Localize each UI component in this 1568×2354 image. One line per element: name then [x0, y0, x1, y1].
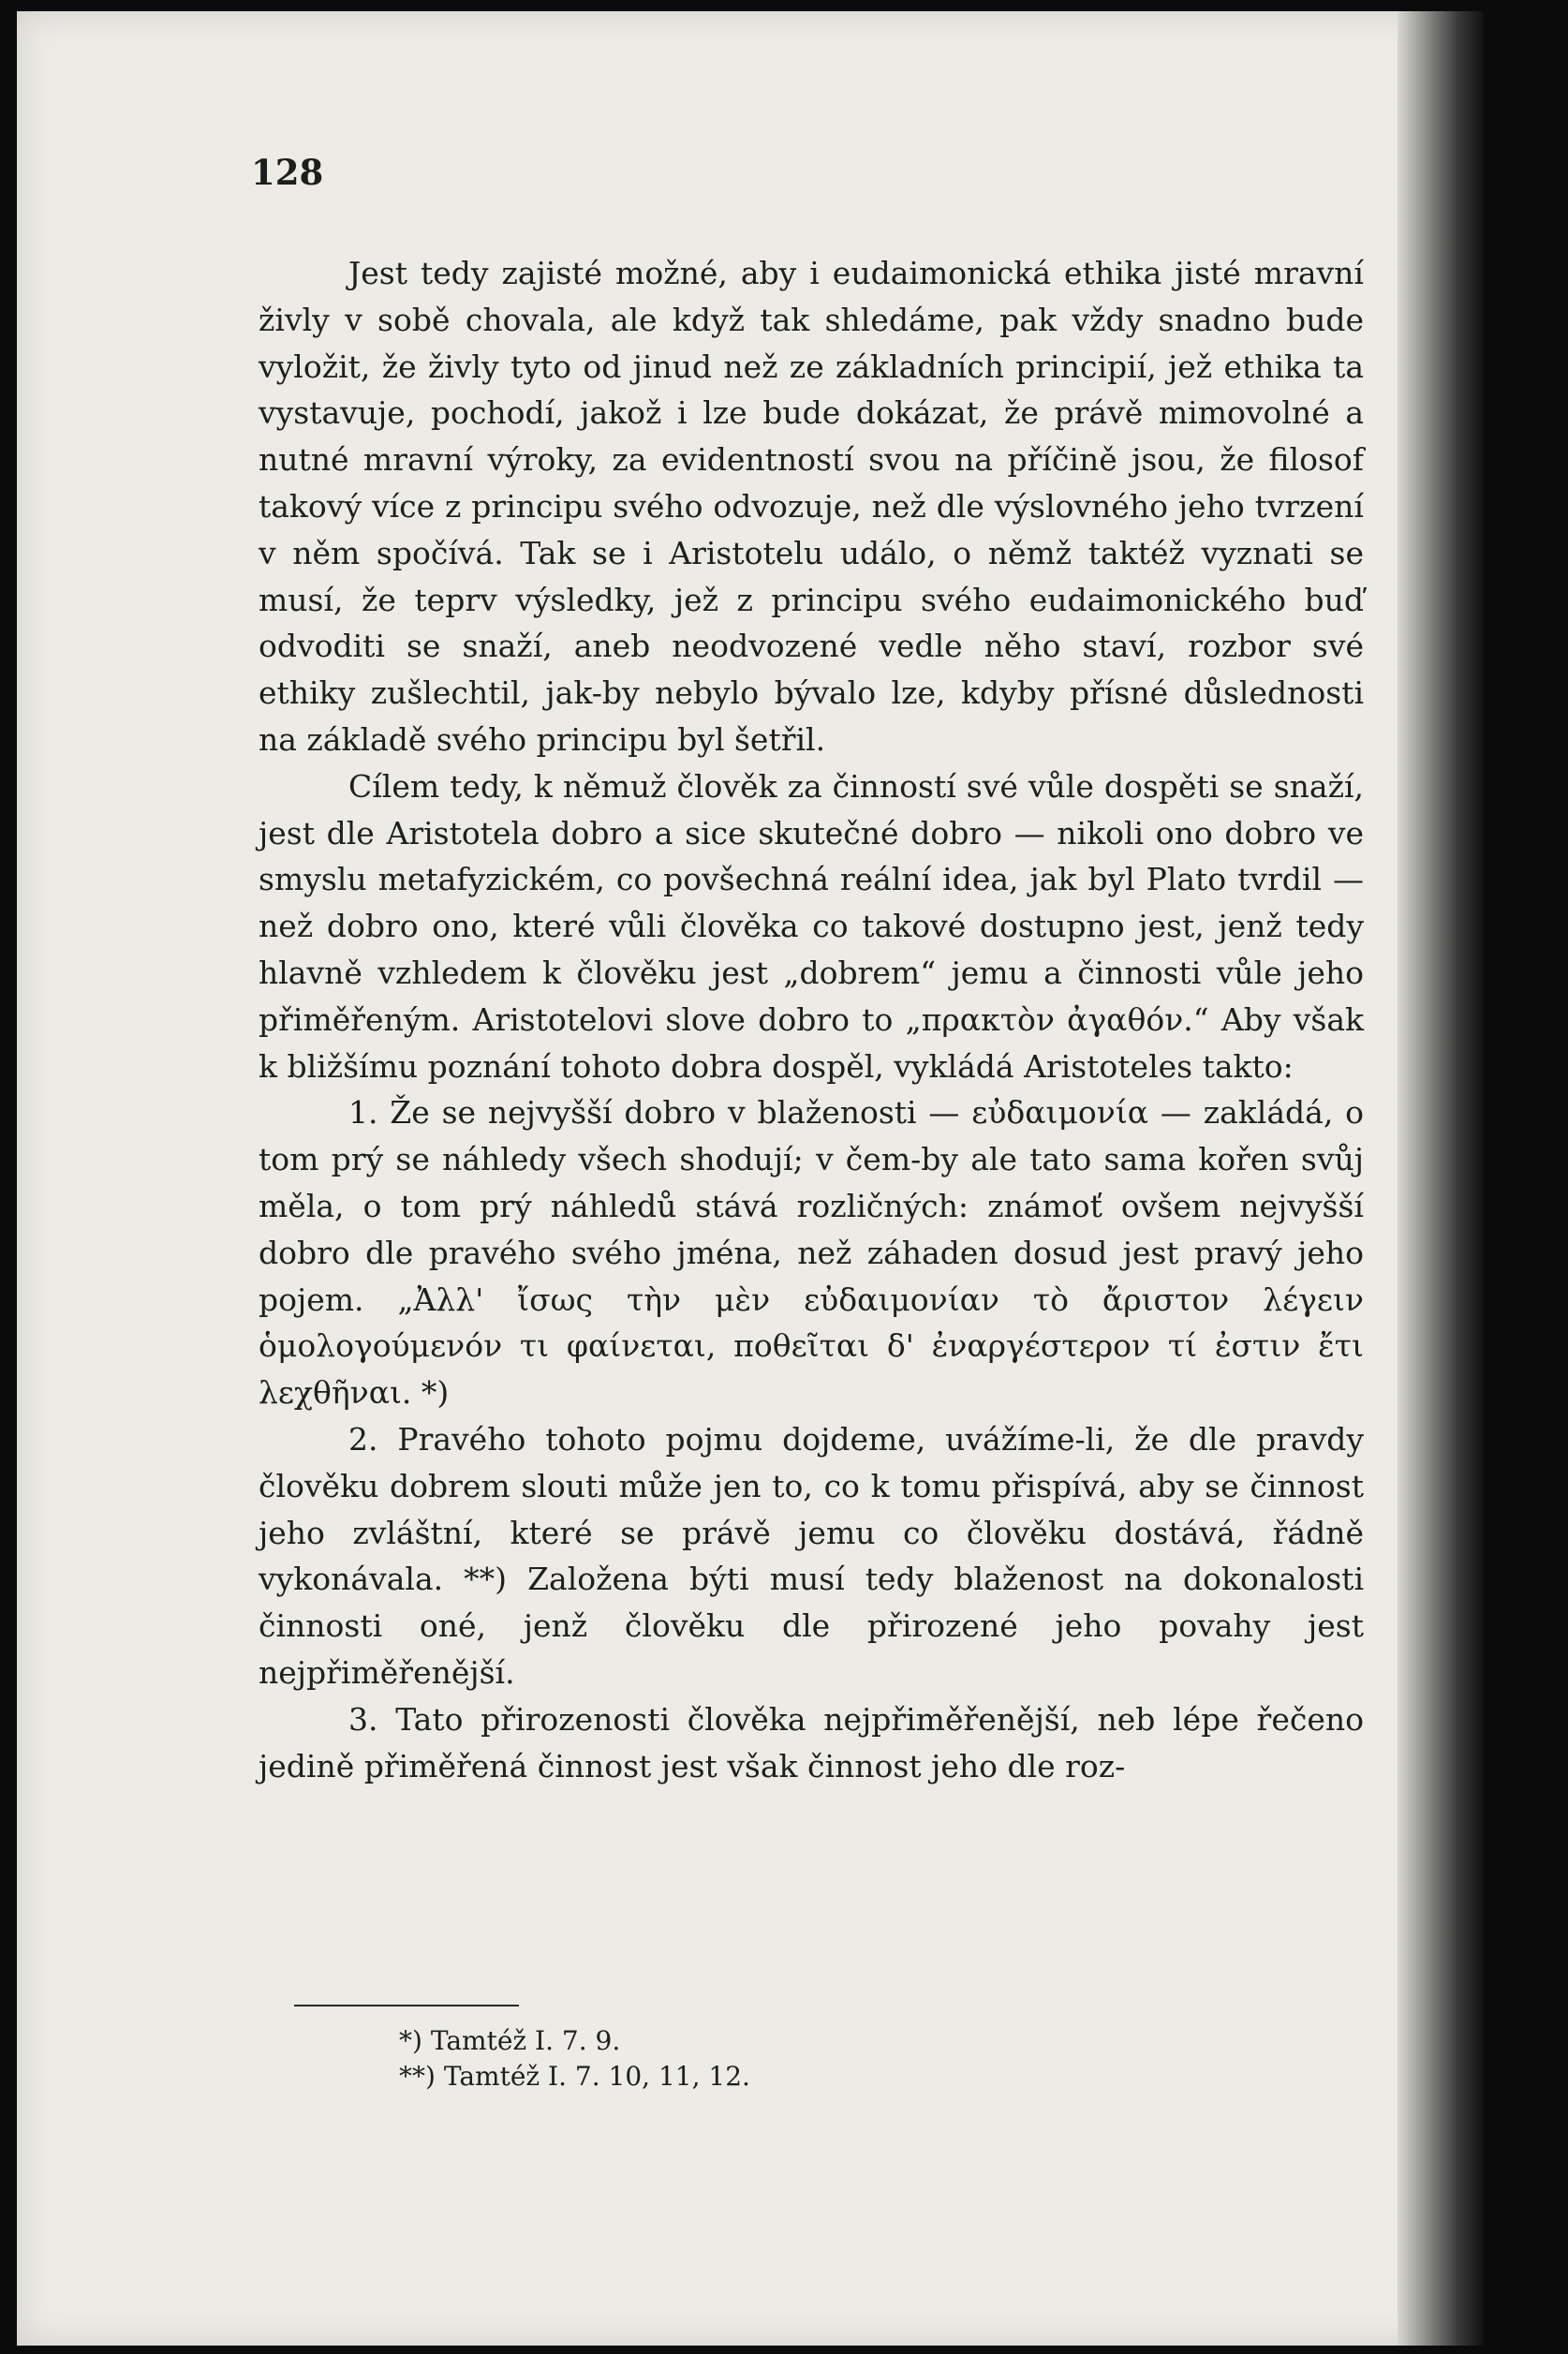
footnote-divider: [294, 2005, 519, 2006]
paragraph: Jest tedy zajisté možné, aby i eudaimonická ethika jisté mravní živly v sobě chovala, ale když tak shledáme, pak vždy snadno bude vyložit, že živly tyto od jinud než ze základních principií, jež ethika ta vystavuje, pochodí, jakož i lze bude dokázat, že právě mimovolné a nutné mravní výroky, za evidentností svou na příčině jsou, že filosof takový více z principu svého odvozuje, než dle výslovného jeho tvrzení v něm spočívá. Tak se i Aristotelu událo, o němž taktéž vyznati se musí, že teprv výsledky, jež z principu svého eudaimonického buď odvoditi se snaží, aneb neodvozené vedle něho staví, rozbor své ethiky zušlechtil, jak-by nebylo bývalo lze, kdyby přísné důslednosti na základě svého principu byl šetřil.: [259, 255, 1364, 758]
body-text: [259, 250, 1364, 1789]
numbered-paragraph: 1. Že se nejvyšší dobro v blaženosti — εὐδαιμονία — zakládá, o tom prý se náhledy všech shodují; v čem-by ale tato sama kořen svůj měla, o tom prý náhledů stává rozličných: známoť ovšem nejvyšší dobro dle pravého svého jména, než záhaden dosud jest pravý jeho pojem. „Ἀλλ' ἴσως τὴν μὲν εὐδαιμονίαν τὸ ἄριστον λέγειν ὁμολογούμενόν τι φαίνεται, ποθεῖται δ' ἐναργέστερον τί ἐστιν ἔτι λεχθῆναι. *): [259, 1094, 1364, 1412]
footnotes: [399, 2023, 750, 2095]
numbered-paragraph: 3. Tato přirozenosti člověka nejpřiměřenější, neb lépe řečeno jedině přiměřená činnost jest však činnost jeho dle roz-: [259, 1700, 1364, 1784]
footnote: *) Tamtéž I. 7. 9.: [399, 2025, 621, 2056]
page-edge-shadow: [1398, 11, 1484, 2346]
page-number: 128: [251, 152, 324, 193]
footnote: **) Tamtéž I. 7. 10, 11, 12.: [399, 2061, 750, 2092]
paragraph: Cílem tedy, k němuž člověk za činností své vůle dospěti se snaží, jest dle Aristotela dobro a sice skutečné dobro — nikoli ono dobro ve smyslu metafyzickém, co povšechná reální idea, jak byl Plato tvrdil — než dobro ono, které vůli člověka co takové dostupno jest, jenž tedy hlavně vzhledem k člověku jest „dobrem“ jemu a činnosti vůle jeho přiměřeným. Aristotelovi slove dobro to „πρακτὸν ἀγαθόν.“ Aby však k bližšímu poznání tohoto dobra dospěl, vykládá Aristoteles takto:: [259, 767, 1364, 1085]
numbered-paragraph: 2. Pravého tohoto pojmu dojdeme, uvážíme-li, že dle pravdy člověku dobrem slouti může jen to, co k tomu přispívá, aby se činnost jeho zvláštní, které se právě jemu co člověku dostává, řádně vykonávala. **) Založena býti musí tedy blaženost na dokonalosti činnosti oné, jenž člověku dle přirozené jeho povahy jest nejpřiměřenější.: [259, 1420, 1364, 1691]
book-page: [17, 11, 1484, 2346]
